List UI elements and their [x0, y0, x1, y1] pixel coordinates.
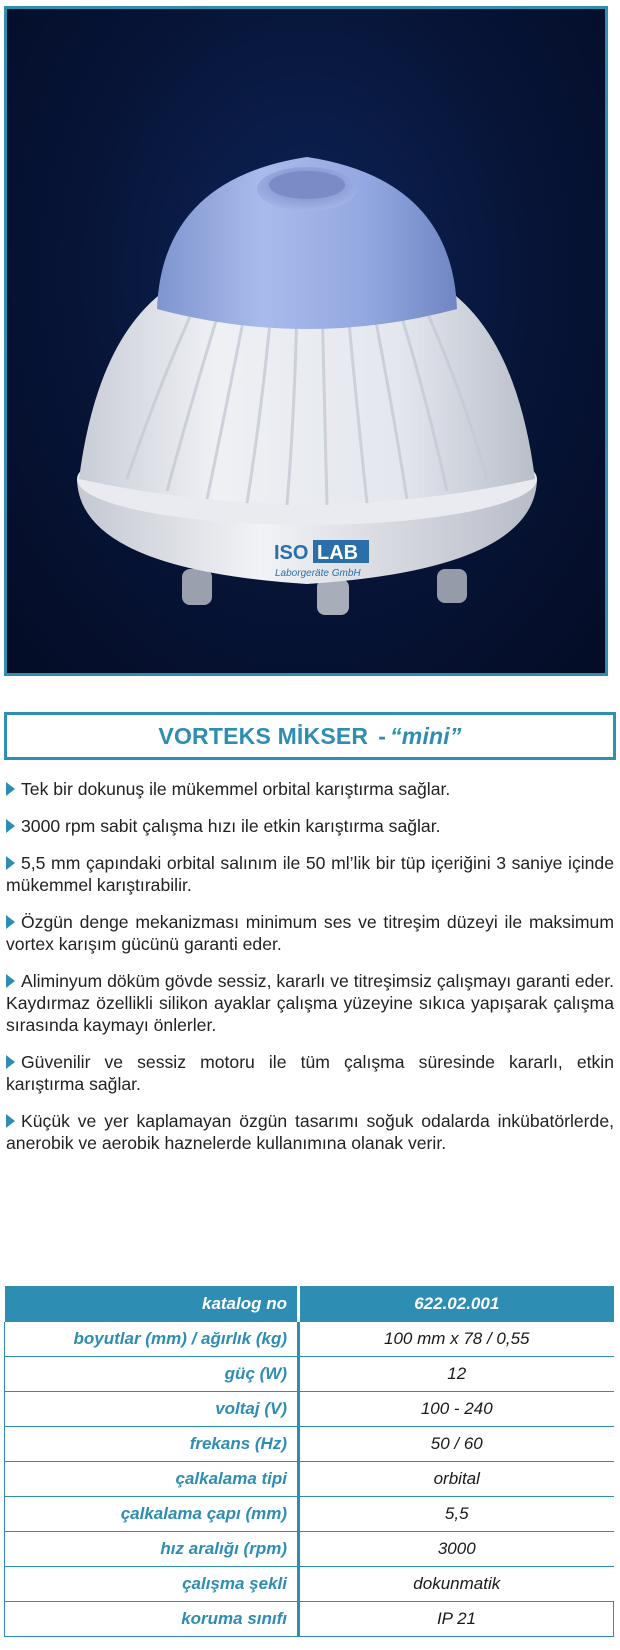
arrow-bullet-icon: [6, 1055, 15, 1069]
feature-list: [6, 778, 614, 1169]
spec-label: çalkalama çapı (mm): [5, 1497, 299, 1532]
arrow-bullet-icon: [6, 856, 15, 870]
spec-label: çalışma şekli: [5, 1567, 299, 1602]
spec-value: 12: [299, 1357, 614, 1392]
feature-item: Özgün denge mekanizması minimum ses ve titreşim düzeyi ile maksimum vortex karışım gücünü garanti eder.: [6, 912, 614, 954]
feature-item: 3000 rpm sabit çalışma hızı ile etkin karıştırma sağlar.: [6, 815, 614, 837]
title-separator: -: [378, 722, 387, 749]
spec-row: [5, 1322, 614, 1357]
svg-text:Laborgeräte GmbH: Laborgeräte GmbH: [275, 568, 361, 579]
spec-label: çalkalama tipi: [5, 1462, 299, 1497]
arrow-bullet-icon: [6, 782, 15, 796]
spec-label: güç (W): [5, 1357, 299, 1392]
spec-label: hız aralığı (rpm): [5, 1532, 299, 1567]
svg-text:LAB: LAB: [317, 542, 359, 564]
feature-item: Aliminyum döküm gövde sessiz, kararlı ve titreşimsiz çalışmayı garanti eder. Kaydırmaz özellikli silikon ayaklar çalışma yüzeyine sıkıca yapışarak çalışma sırasında kaymayı önlerler.: [6, 971, 614, 1035]
spec-row: [5, 1427, 614, 1462]
arrow-bullet-icon: [6, 974, 15, 988]
spec-row: [5, 1532, 614, 1567]
spec-row: [5, 1392, 614, 1427]
spec-label: frekans (Hz): [5, 1427, 299, 1462]
spec-label: koruma sınıfı: [5, 1602, 299, 1637]
catalog-label: katalog no: [5, 1286, 299, 1322]
spec-value: 5,5: [299, 1497, 614, 1532]
arrow-bullet-icon: [6, 1114, 15, 1128]
product-title: [158, 723, 461, 750]
feature-item: 5,5 mm çapındaki orbital salınım ile 50 ml’lik bir tüp içeriğini 3 saniye içinde mükemmel karıştırabilir.: [6, 853, 614, 895]
spec-row: [5, 1497, 614, 1532]
svg-text:ISO: ISO: [274, 542, 309, 564]
spec-value: 100 - 240: [299, 1392, 614, 1427]
spec-value: orbital: [299, 1462, 614, 1497]
spec-header-row: [5, 1286, 614, 1322]
spec-value: dokunmatik: [299, 1567, 614, 1602]
product-title-box: [4, 712, 616, 760]
spec-value: 50 / 60: [299, 1427, 614, 1462]
spec-row: [5, 1462, 614, 1497]
spec-label: boyutlar (mm) / ağırlık (kg): [5, 1322, 299, 1357]
spec-table: [4, 1286, 614, 1637]
product-name: VORTEKS MİKSER: [158, 722, 369, 749]
spec-value: 100 mm x 78 / 0,55: [299, 1322, 614, 1357]
product-photo: [4, 6, 608, 676]
arrow-bullet-icon: [6, 819, 15, 833]
feature-item: Güvenilir ve sessiz motoru ile tüm çalışma süresinde kararlı, etkin karıştırma sağlar.: [6, 1052, 614, 1094]
spec-value: 3000: [299, 1532, 614, 1567]
spec-row: [5, 1602, 614, 1637]
product-variant: “mini”: [390, 722, 462, 749]
spec-row: [5, 1567, 614, 1602]
arrow-bullet-icon: [6, 915, 15, 929]
spec-value: IP 21: [299, 1602, 614, 1637]
isolab-logo: [274, 540, 369, 579]
spec-label: voltaj (V): [5, 1392, 299, 1427]
catalog-number: 622.02.001: [299, 1286, 614, 1322]
feature-item: Tek bir dokunuş ile mükemmel orbital karıştırma sağlar.: [6, 778, 614, 800]
spec-row: [5, 1357, 614, 1392]
feature-item: Küçük ve yer kaplamayan özgün tasarımı soğuk odalarda inkübatörlerde, anerobik ve aerobik haznelerde kullanımına olanak verir.: [6, 1111, 614, 1153]
vortex-mixer-illustration: [7, 9, 605, 673]
